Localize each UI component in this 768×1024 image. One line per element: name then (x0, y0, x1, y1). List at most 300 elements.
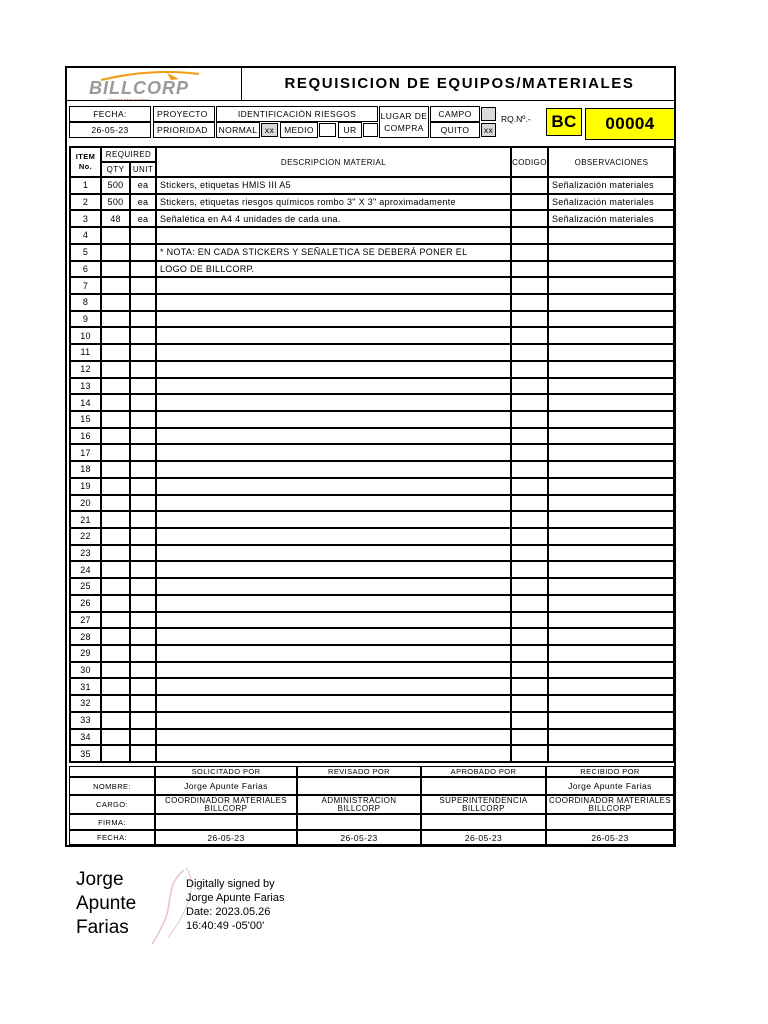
codigo-cell (511, 294, 548, 311)
description-cell (156, 361, 511, 378)
solicitado-header: SOLICITADO POR (155, 766, 297, 777)
campo-checkbox[interactable] (481, 107, 496, 121)
table-row (70, 311, 675, 328)
fecha-approval-label: FECHA: (69, 830, 155, 845)
table-row (70, 344, 675, 361)
table-row (70, 561, 675, 578)
unit-cell (130, 294, 156, 311)
codigo-cell (511, 227, 548, 244)
unit-cell (130, 528, 156, 545)
description-header: DESCRIPCION MATERIAL (156, 147, 511, 177)
codigo-cell (511, 311, 548, 328)
recibido-firma[interactable] (546, 814, 674, 830)
cargo-label: CARGO: (69, 795, 155, 814)
digital-signature (76, 866, 316, 946)
table-row (70, 729, 675, 746)
observaciones-cell (548, 745, 675, 762)
description-cell: Stickers, etiquetas HMIS III A5 (156, 177, 511, 194)
qty-cell (101, 461, 130, 478)
unit-cell: ea (130, 177, 156, 194)
qty-cell (101, 729, 130, 746)
recibido-cargo-line1: COORDINADOR MATERIALES (549, 795, 671, 805)
aprobado-cargo (421, 795, 546, 814)
item-cell: 30 (70, 662, 101, 679)
table-row (70, 294, 675, 311)
revisado-fecha: 26-05-23 (297, 830, 421, 845)
signature-name-line2: Apunte (76, 893, 137, 914)
qty-cell (101, 294, 130, 311)
codigo-cell (511, 411, 548, 428)
unit-cell (130, 411, 156, 428)
table-row (70, 411, 675, 428)
observaciones-cell (548, 361, 675, 378)
observaciones-cell (548, 561, 675, 578)
table-row (70, 361, 675, 378)
description-cell (156, 645, 511, 662)
unit-cell (130, 678, 156, 695)
observaciones-cell (548, 378, 675, 395)
solicitado-nombre: Jorge Apunte Farias (155, 777, 297, 795)
item-cell: 10 (70, 327, 101, 344)
codigo-cell (511, 612, 548, 629)
table-row (70, 578, 675, 595)
item-cell: 14 (70, 394, 101, 411)
description-cell (156, 578, 511, 595)
codigo-cell (511, 545, 548, 562)
lugar-compra-line2: COMPRA (384, 123, 424, 133)
observaciones-cell (548, 311, 675, 328)
description-cell (156, 277, 511, 294)
unit-cell: ea (130, 210, 156, 227)
table-row (70, 712, 675, 729)
recibido-header: RECIBIDO POR (546, 766, 674, 777)
unit-cell (130, 561, 156, 578)
table-row (70, 261, 675, 278)
logo (81, 70, 221, 100)
logo-text: BILLCORP (89, 78, 189, 98)
qty-cell: 500 (101, 177, 130, 194)
codigo-cell (511, 194, 548, 211)
unit-header: UNIT (130, 162, 156, 177)
observaciones-cell (548, 695, 675, 712)
page-title: REQUISICION DE EQUIPOS/MATERIALES (284, 74, 635, 92)
recibido-nombre: Jorge Apunte Farias (546, 777, 674, 795)
description-cell (156, 678, 511, 695)
normal-label: NORMAL (216, 122, 260, 138)
unit-cell (130, 511, 156, 528)
unit-cell (130, 595, 156, 612)
observaciones-cell (548, 528, 675, 545)
unit-cell (130, 277, 156, 294)
observaciones-cell (548, 595, 675, 612)
unit-cell (130, 394, 156, 411)
description-cell (156, 294, 511, 311)
unit-cell: ea (130, 194, 156, 211)
rq-number: 00004 (585, 108, 675, 140)
logo-tagline: Caminos hacia el futuro (107, 97, 150, 102)
unit-cell (130, 478, 156, 495)
item-cell: 9 (70, 311, 101, 328)
qty-cell (101, 361, 130, 378)
prioridad-label: PRIORIDAD (153, 122, 215, 138)
nombre-label: NOMBRE: (69, 777, 155, 795)
description-cell: LOGO DE BILLCORP. (156, 261, 511, 278)
item-cell: 21 (70, 511, 101, 528)
proyecto-value: IDENTIFICACIÓN RIESGOS (216, 106, 378, 122)
qty-cell (101, 595, 130, 612)
item-cell: 18 (70, 461, 101, 478)
qty-cell (101, 612, 130, 629)
description-cell (156, 478, 511, 495)
unit-cell (130, 578, 156, 595)
table-row (70, 444, 675, 461)
campo-label: CAMPO (430, 106, 480, 122)
item-cell: 29 (70, 645, 101, 662)
description-cell (156, 545, 511, 562)
signature-detail-line3: Date: 2023.05.26 (186, 906, 271, 918)
item-cell: 25 (70, 578, 101, 595)
description-cell (156, 411, 511, 428)
observaciones-cell (548, 511, 675, 528)
revisado-cargo (297, 795, 421, 814)
unit-cell (130, 311, 156, 328)
observaciones-cell (548, 545, 675, 562)
item-cell: 26 (70, 595, 101, 612)
codigo-cell (511, 495, 548, 512)
medio-checkbox[interactable] (319, 123, 336, 137)
unit-cell (130, 695, 156, 712)
solicitado-fecha: 26-05-23 (155, 830, 297, 845)
firma-label: FIRMA: (69, 814, 155, 830)
qty-cell (101, 478, 130, 495)
observaciones-cell (548, 227, 675, 244)
quito-label: QUITO (430, 122, 480, 138)
urgente-label: UR (338, 122, 362, 138)
table-row (70, 461, 675, 478)
codigo-cell (511, 745, 548, 762)
unit-cell (130, 495, 156, 512)
table-row (70, 394, 675, 411)
item-cell: 6 (70, 261, 101, 278)
signature-detail-line4: 16:40:49 -05'00' (186, 920, 265, 932)
observaciones-cell (548, 712, 675, 729)
quito-checkbox[interactable]: xx (481, 123, 496, 137)
codigo-cell (511, 344, 548, 361)
table-row (70, 194, 675, 211)
description-cell (156, 344, 511, 361)
unit-cell (130, 344, 156, 361)
codigo-cell (511, 327, 548, 344)
codigo-cell (511, 394, 548, 411)
observaciones-cell (548, 294, 675, 311)
recibido-fecha: 26-05-23 (546, 830, 674, 845)
codigo-cell (511, 428, 548, 445)
item-cell: 28 (70, 628, 101, 645)
description-cell (156, 612, 511, 629)
item-cell: 24 (70, 561, 101, 578)
description-cell (156, 428, 511, 445)
qty-cell (101, 378, 130, 395)
table-row (70, 277, 675, 294)
item-cell: 12 (70, 361, 101, 378)
item-cell: 1 (70, 177, 101, 194)
item-header-line1: ITEM (75, 152, 96, 161)
item-cell: 22 (70, 528, 101, 545)
codigo-cell (511, 695, 548, 712)
qty-cell (101, 561, 130, 578)
item-cell: 11 (70, 344, 101, 361)
qty-cell (101, 277, 130, 294)
observaciones-cell (548, 411, 675, 428)
description-cell (156, 729, 511, 746)
item-cell: 19 (70, 478, 101, 495)
item-header (70, 147, 101, 177)
codigo-cell (511, 378, 548, 395)
signature-name-line3: Farias (76, 917, 129, 938)
table-row (70, 545, 675, 562)
item-cell: 17 (70, 444, 101, 461)
revisado-header: REVISADO POR (297, 766, 421, 777)
unit-cell (130, 662, 156, 679)
codigo-cell (511, 561, 548, 578)
observaciones-cell (548, 478, 675, 495)
description-cell (156, 695, 511, 712)
aprobado-firma[interactable] (421, 814, 546, 830)
qty-cell (101, 311, 130, 328)
observaciones-header: OBSERVACIONES (548, 147, 675, 177)
codigo-cell (511, 628, 548, 645)
description-cell (156, 394, 511, 411)
observaciones-cell (548, 628, 675, 645)
qty-cell (101, 327, 130, 344)
approvals-corner (69, 766, 155, 777)
item-header-line2: No. (78, 162, 93, 171)
description-cell: Señalética en A4 4 unidades de cada una. (156, 210, 511, 227)
unit-cell (130, 645, 156, 662)
unit-cell (130, 244, 156, 261)
item-cell: 4 (70, 227, 101, 244)
item-cell: 27 (70, 612, 101, 629)
aprobado-cargo-line2: BILLCORP (462, 803, 505, 813)
description-cell (156, 461, 511, 478)
unit-cell (130, 628, 156, 645)
item-cell: 3 (70, 210, 101, 227)
fecha-label: FECHA: (69, 106, 151, 122)
table-row (70, 428, 675, 445)
qty-cell (101, 545, 130, 562)
revisado-firma[interactable] (297, 814, 421, 830)
item-cell: 2 (70, 194, 101, 211)
item-cell: 31 (70, 678, 101, 695)
qty-cell (101, 678, 130, 695)
codigo-header: CODIGO (511, 147, 548, 177)
description-cell (156, 712, 511, 729)
description-cell (156, 495, 511, 512)
unit-cell (130, 444, 156, 461)
codigo-cell (511, 662, 548, 679)
description-cell (156, 528, 511, 545)
item-cell: 20 (70, 495, 101, 512)
approvals-section (69, 766, 674, 845)
revisado-nombre (297, 777, 421, 795)
description-cell (156, 444, 511, 461)
recibido-cargo-line2: BILLCORP (588, 803, 632, 813)
unit-cell (130, 612, 156, 629)
item-cell: 8 (70, 294, 101, 311)
observaciones-cell (548, 645, 675, 662)
table-row (70, 210, 675, 227)
table-row (70, 662, 675, 679)
unit-cell (130, 745, 156, 762)
item-cell: 23 (70, 545, 101, 562)
qty-cell (101, 628, 130, 645)
codigo-cell (511, 478, 548, 495)
signature-detail-line1: Digitally signed by (186, 878, 275, 890)
unit-cell (130, 545, 156, 562)
lugar-compra-label (379, 106, 429, 138)
item-cell: 34 (70, 729, 101, 746)
item-cell: 5 (70, 244, 101, 261)
signature-name-line1: Jorge (76, 869, 124, 890)
observaciones-cell: Señalización materiales (548, 194, 675, 211)
qty-cell (101, 261, 130, 278)
table-row (70, 595, 675, 612)
codigo-cell (511, 678, 548, 695)
item-cell: 13 (70, 378, 101, 395)
observaciones-cell (548, 729, 675, 746)
description-cell (156, 378, 511, 395)
codigo-cell (511, 578, 548, 595)
qty-cell (101, 695, 130, 712)
table-body (70, 177, 675, 762)
codigo-cell (511, 444, 548, 461)
codigo-cell (511, 244, 548, 261)
qty-cell (101, 394, 130, 411)
observaciones-cell: Señalización materiales (548, 210, 675, 227)
item-cell: 16 (70, 428, 101, 445)
description-cell: * NOTA: EN CADA STICKERS Y SEÑALETICA SE DEBERÁ PONER EL (156, 244, 511, 261)
unit-cell (130, 712, 156, 729)
codigo-cell (511, 461, 548, 478)
codigo-cell (511, 712, 548, 729)
normal-checkbox[interactable]: xx (261, 123, 278, 137)
observaciones-cell (548, 261, 675, 278)
description-cell (156, 595, 511, 612)
item-cell: 35 (70, 745, 101, 762)
codigo-cell (511, 210, 548, 227)
observaciones-cell: Señalización materiales (548, 177, 675, 194)
unit-cell (130, 378, 156, 395)
unit-cell (130, 261, 156, 278)
codigo-cell (511, 277, 548, 294)
revisado-cargo-line1: ADMINISTRACION (321, 795, 397, 805)
fecha-value: 26-05-23 (69, 122, 151, 138)
solicitado-firma[interactable] (155, 814, 297, 830)
observaciones-cell (548, 428, 675, 445)
table-row (70, 327, 675, 344)
observaciones-cell (548, 394, 675, 411)
table-row (70, 244, 675, 261)
medio-label: MEDIO (280, 122, 318, 138)
qty-cell (101, 444, 130, 461)
qty-cell (101, 578, 130, 595)
item-cell: 15 (70, 411, 101, 428)
requisition-form (65, 66, 676, 847)
table-row (70, 612, 675, 629)
observaciones-cell (548, 327, 675, 344)
qty-header: QTY (101, 162, 130, 177)
recibido-cargo (546, 795, 674, 814)
unit-cell (130, 227, 156, 244)
unit-cell (130, 428, 156, 445)
item-cell: 32 (70, 695, 101, 712)
description-cell (156, 327, 511, 344)
codigo-cell (511, 511, 548, 528)
observaciones-cell (548, 662, 675, 679)
lugar-compra-line1: LUGAR DE (380, 111, 428, 121)
aprobado-fecha: 26-05-23 (421, 830, 546, 845)
observaciones-cell (548, 344, 675, 361)
unit-cell (130, 729, 156, 746)
observaciones-cell (548, 678, 675, 695)
qty-cell (101, 662, 130, 679)
observaciones-cell (548, 444, 675, 461)
observaciones-cell (548, 495, 675, 512)
codigo-cell (511, 729, 548, 746)
unit-cell (130, 461, 156, 478)
qty-cell (101, 227, 130, 244)
required-header: REQUIRED (101, 147, 156, 162)
unit-cell (130, 327, 156, 344)
qty-cell (101, 528, 130, 545)
table-row (70, 745, 675, 762)
item-cell: 7 (70, 277, 101, 294)
table-row (70, 528, 675, 545)
codigo-cell (511, 645, 548, 662)
qty-cell (101, 745, 130, 762)
description-cell (156, 662, 511, 679)
bc-code: BC (546, 108, 582, 136)
table-row (70, 227, 675, 244)
item-cell: 33 (70, 712, 101, 729)
qty-cell (101, 511, 130, 528)
urgente-checkbox[interactable] (363, 123, 378, 137)
codigo-cell (511, 361, 548, 378)
table-row (70, 478, 675, 495)
aprobado-cargo-line1: SUPERINTENDENCIA (439, 795, 528, 805)
table-row (70, 645, 675, 662)
table-row (70, 378, 675, 395)
description-cell (156, 311, 511, 328)
qty-cell (101, 495, 130, 512)
qty-cell: 500 (101, 194, 130, 211)
solicitado-cargo-line2: BILLCORP (204, 803, 248, 813)
codigo-cell (511, 528, 548, 545)
codigo-cell (511, 595, 548, 612)
observaciones-cell (548, 612, 675, 629)
qty-cell (101, 645, 130, 662)
qty-cell (101, 428, 130, 445)
description-cell (156, 511, 511, 528)
revisado-cargo-line2: BILLCORP (337, 803, 381, 813)
rq-label: RQ.Nº.- (501, 114, 531, 124)
observaciones-cell (548, 277, 675, 294)
qty-cell (101, 344, 130, 361)
table-row (70, 511, 675, 528)
proyecto-label: PROYECTO (153, 106, 215, 122)
observaciones-cell (548, 244, 675, 261)
description-cell (156, 227, 511, 244)
